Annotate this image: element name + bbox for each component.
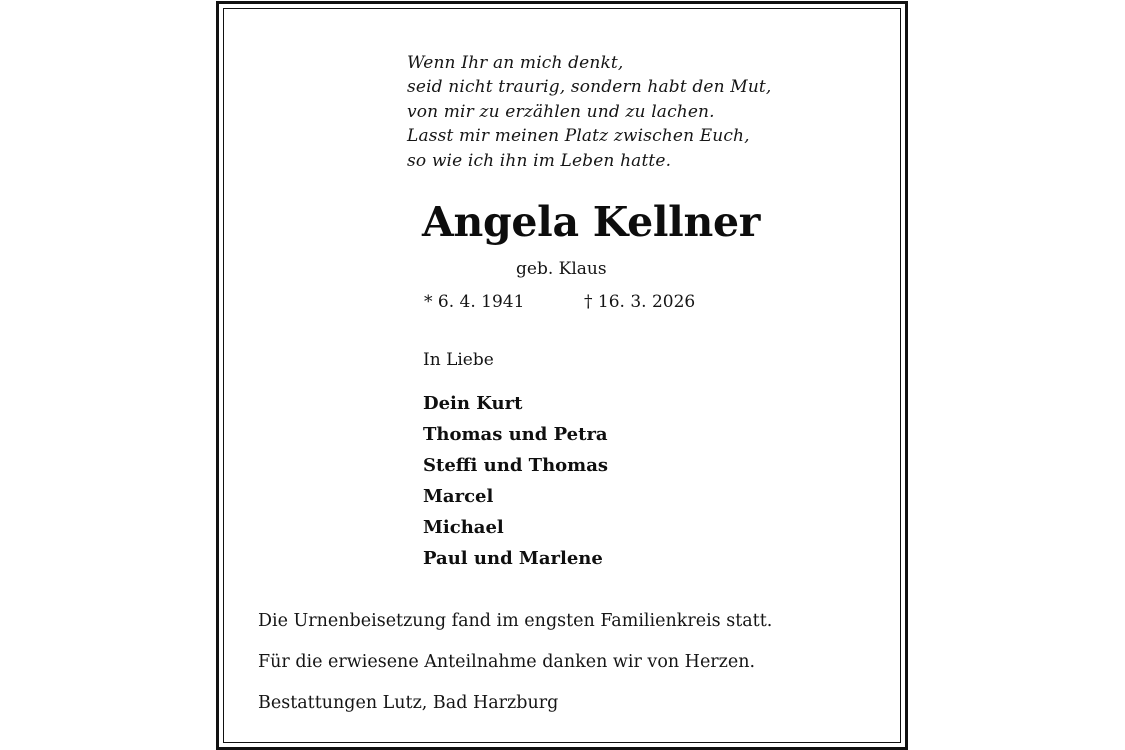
mourner-name: Paul und Marlene bbox=[423, 548, 603, 569]
thanks-note: Für die erwiesene Anteilnahme danken wir von Herzen. bbox=[258, 652, 756, 672]
obituary-notice bbox=[216, 1, 908, 750]
mourner-name: Marcel bbox=[423, 486, 494, 507]
poem-line: seid nicht traurig, sondern habt den Mut, bbox=[407, 77, 772, 98]
memorial-poem bbox=[407, 51, 771, 173]
mourner-name: Steffi und Thomas bbox=[423, 455, 609, 476]
deceased-name: Angela Kellner bbox=[422, 198, 761, 246]
death-date: † 16. 3. 2026 bbox=[584, 292, 696, 312]
poem-line: Lasst mir meinen Platz zwischen Euch, bbox=[407, 126, 750, 147]
poem-line: so wie ich ihn im Leben hatte. bbox=[407, 150, 672, 171]
burial-note: Die Urnenbeisetzung fand im engsten Familienkreis statt. bbox=[258, 611, 773, 631]
poem-line: Wenn Ihr an mich denkt, bbox=[407, 53, 624, 73]
notice-inner-frame bbox=[223, 8, 901, 743]
undertaker-credit: Bestattungen Lutz, Bad Harzburg bbox=[258, 693, 559, 713]
mourning-intro: In Liebe bbox=[423, 350, 494, 370]
poem-line: von mir zu erzählen und zu lachen. bbox=[407, 101, 715, 122]
mourner-name: Thomas und Petra bbox=[423, 424, 608, 445]
birth-date: * 6. 4. 1941 bbox=[424, 292, 525, 312]
birth-name: geb. Klaus bbox=[516, 259, 607, 279]
mourner-name: Michael bbox=[423, 517, 504, 538]
mourner-name: Dein Kurt bbox=[423, 393, 523, 414]
mourners-list bbox=[423, 388, 608, 574]
